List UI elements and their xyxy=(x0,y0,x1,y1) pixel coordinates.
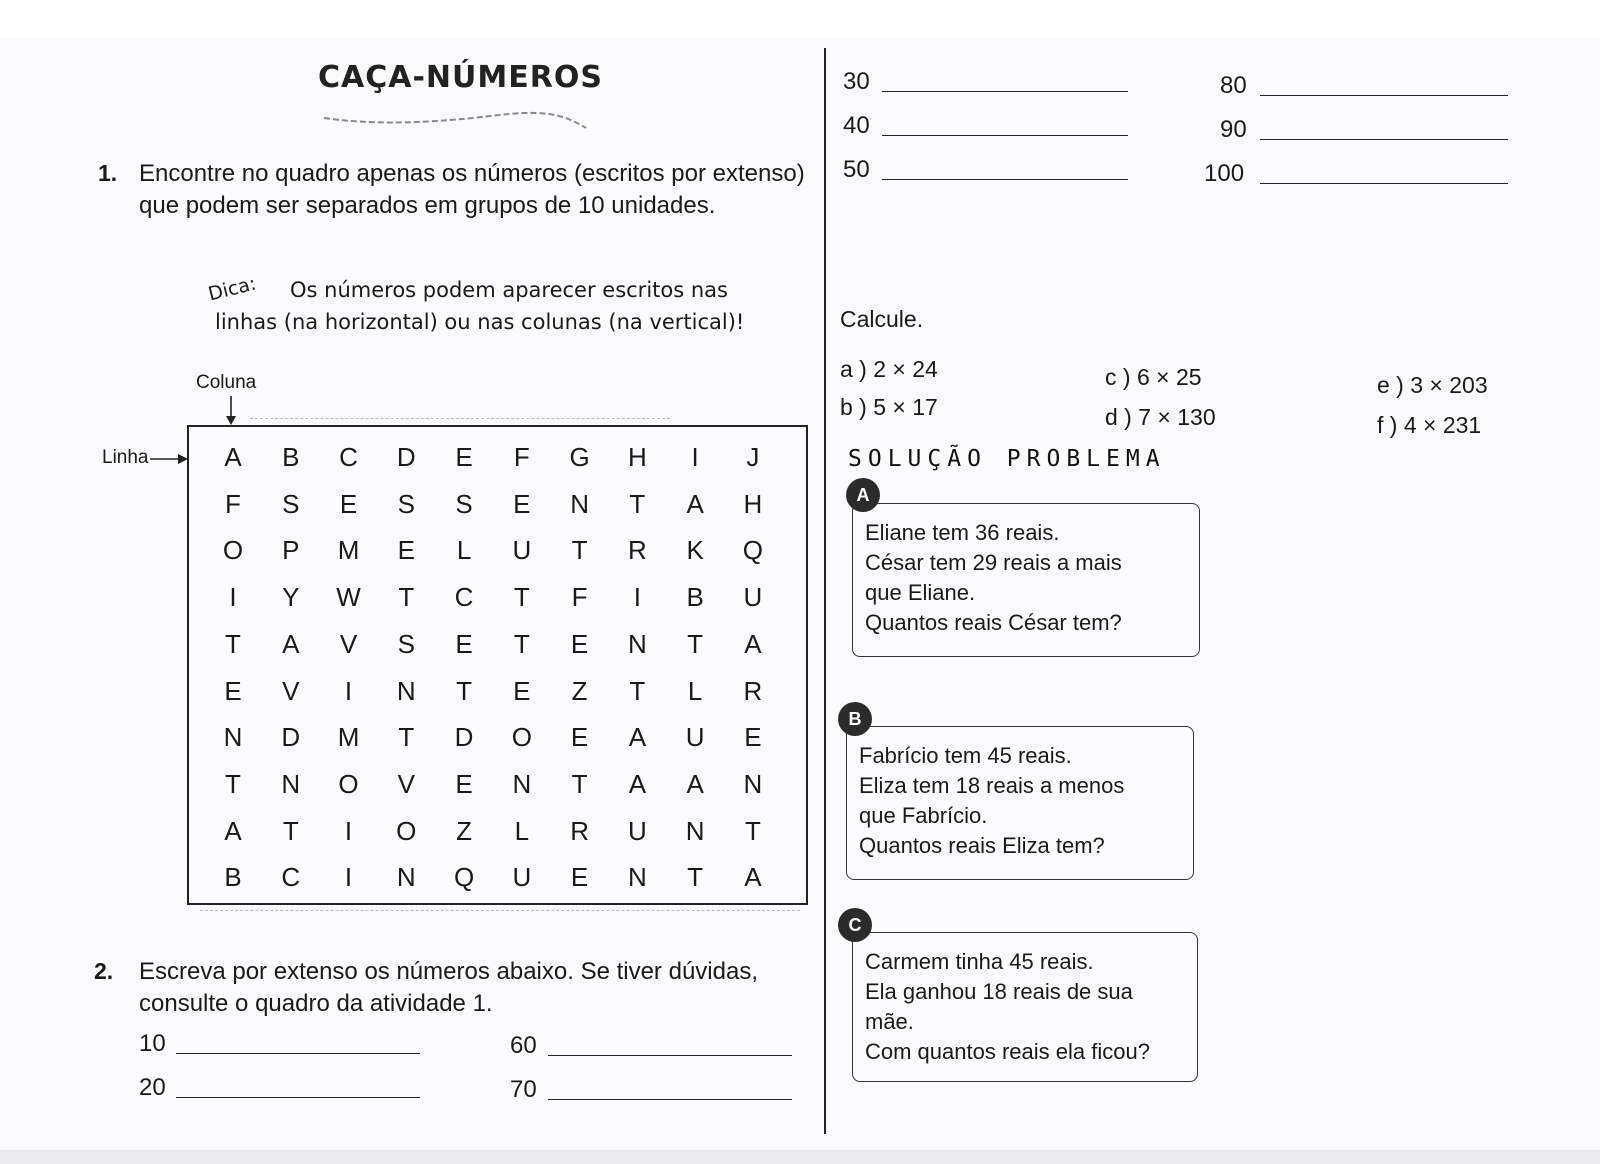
grid-cell: T xyxy=(744,815,761,846)
title-underline-decoration xyxy=(320,104,590,136)
grid-cell: P xyxy=(282,535,300,566)
grid-cell: Z xyxy=(456,815,472,846)
calculate-heading: Calcule. xyxy=(840,306,924,332)
grid-cell: W xyxy=(336,582,361,613)
problem-b-text xyxy=(859,741,1124,861)
number-item-70: 70 xyxy=(510,1076,537,1103)
page-title: CAÇA-NÚMEROS xyxy=(318,60,603,95)
grid-cell: A xyxy=(744,862,762,893)
grid-cell: N xyxy=(627,862,647,893)
grid-cell: F xyxy=(225,488,241,519)
question-2-text-line-2: consulte o quadro da atividade 1. xyxy=(139,990,493,1017)
grid-cell: N xyxy=(627,628,647,659)
answer-line-60[interactable] xyxy=(548,1054,792,1056)
grid-cell: T xyxy=(571,535,588,566)
grid-cell: I xyxy=(691,442,699,472)
number-item-10: 10 xyxy=(139,1030,166,1057)
grid-cell: T xyxy=(456,675,472,706)
grid-cell: O xyxy=(396,815,417,846)
grid-cell: D xyxy=(281,722,301,753)
problem-b-badge: B xyxy=(838,702,872,736)
grid-cell: U xyxy=(512,862,532,893)
grid-cell: A xyxy=(628,768,647,799)
grid-cell: E xyxy=(455,628,473,659)
grid-cell: S xyxy=(455,488,473,519)
grid-cell: F xyxy=(513,442,530,472)
grid-cell: E xyxy=(339,488,358,519)
problem-c-line: Com quantos reais ela ficou? xyxy=(865,1039,1150,1064)
problem-box-a xyxy=(852,503,1200,657)
number-item-20: 20 xyxy=(139,1074,166,1101)
problem-b-line: Eliza tem 18 reais a menos xyxy=(859,773,1125,798)
grid-cell: A xyxy=(282,628,300,659)
problem-b-line: Quantos reais Eliza tem? xyxy=(859,833,1105,858)
question-1-number: 1. xyxy=(98,160,118,186)
grid-cell: D xyxy=(396,442,416,472)
problem-a-line: Eliane tem 36 reais. xyxy=(865,520,1060,545)
handwritten-note: SOLUÇÃO PROBLEMA xyxy=(848,446,1166,472)
grid-cell: O xyxy=(338,768,359,799)
grid-cell: A xyxy=(224,815,242,846)
grid-cell: R xyxy=(743,675,763,706)
grid-cell: N xyxy=(570,488,589,519)
grid-cell: N xyxy=(512,768,532,799)
grid-row xyxy=(213,629,773,660)
problem-a-line: Quantos reais César tem? xyxy=(865,610,1122,635)
grid-cell: T xyxy=(687,628,704,659)
grid-cell: T xyxy=(225,628,241,659)
grid-row xyxy=(213,535,773,566)
problem-box-b xyxy=(846,726,1194,880)
answer-line-90[interactable] xyxy=(1260,138,1508,140)
calc-item-c: c ) 6 × 25 xyxy=(1105,364,1202,390)
calc-item-a: a ) 2 × 24 xyxy=(840,356,938,382)
grid-cell: T xyxy=(225,768,241,799)
grid-cell: L xyxy=(456,535,472,566)
grid-cell: U xyxy=(743,582,763,613)
grid-cell: E xyxy=(513,675,531,706)
grid-cell: S xyxy=(397,628,415,659)
number-item-50: 50 xyxy=(843,156,870,183)
grid-row xyxy=(213,769,773,800)
column-divider xyxy=(824,48,826,1134)
grid-cell: A xyxy=(744,628,762,659)
grid-cell: J xyxy=(746,442,760,472)
grid-cell: I xyxy=(344,815,353,846)
calc-item-b: b ) 5 × 17 xyxy=(840,394,938,420)
grid-cell: U xyxy=(685,722,705,753)
grid-cell: V xyxy=(397,768,415,799)
grid-cell: V xyxy=(282,675,300,706)
grid-cell: B xyxy=(224,862,242,893)
grid-cell: A xyxy=(628,722,647,753)
row-label: Linha xyxy=(102,447,149,468)
grid-cell: N xyxy=(396,862,416,893)
grid-cell: Y xyxy=(282,582,300,613)
number-item-40: 40 xyxy=(843,112,870,139)
problem-c-line: Carmem tinha 45 reais. xyxy=(865,949,1094,974)
grid-cell: Z xyxy=(571,675,588,706)
grid-cell: A xyxy=(686,488,704,519)
answer-line-10[interactable] xyxy=(176,1052,420,1054)
grid-cell: R xyxy=(570,815,589,846)
grid-cell: E xyxy=(570,628,589,659)
problem-box-c xyxy=(852,932,1198,1082)
grid-cell: Q xyxy=(742,535,763,566)
number-item-60: 60 xyxy=(510,1032,537,1059)
answer-line-80[interactable] xyxy=(1260,94,1508,96)
grid-cell: E xyxy=(455,768,473,799)
grid-cell: I xyxy=(344,675,353,706)
problem-a-line: que Eliane. xyxy=(865,580,976,605)
grid-cell: T xyxy=(398,722,415,753)
grid-row xyxy=(213,489,773,520)
grid-row xyxy=(213,582,773,613)
answer-line-20[interactable] xyxy=(176,1096,420,1098)
scan-top-margin xyxy=(0,0,1600,38)
problem-a-text xyxy=(865,518,1122,638)
grid-cell: R xyxy=(627,535,647,566)
grid-cell: E xyxy=(744,722,762,753)
grid-cell: T xyxy=(629,675,646,706)
grid-cell: G xyxy=(569,442,590,472)
calc-item-f: f ) 4 × 231 xyxy=(1377,412,1482,438)
row-arrow-icon xyxy=(150,452,190,466)
grid-cell: Q xyxy=(453,862,475,893)
question-2-text-line-1: Escreva por extenso os números abaixo. Se tiver dúvidas, xyxy=(139,958,758,985)
grid-row xyxy=(213,816,773,847)
number-item-100: 100 xyxy=(1204,160,1245,187)
grid-cell: N xyxy=(223,722,243,753)
hint-label: Dica: xyxy=(206,272,259,306)
grid-cell: T xyxy=(513,628,530,659)
answer-line-30[interactable] xyxy=(882,90,1128,92)
problem-a-badge: A xyxy=(846,478,880,512)
grid-cell: T xyxy=(571,768,588,799)
grid-cell: V xyxy=(339,628,358,659)
grid-cell: S xyxy=(282,488,300,519)
grid-cell: A xyxy=(686,768,704,799)
hint-line-2: linhas (na horizontal) ou nas colunas (na vertical)! xyxy=(215,310,745,334)
grid-cell: N xyxy=(685,815,705,846)
grid-row xyxy=(213,442,773,473)
grid-row xyxy=(213,676,773,707)
grid-cell: L xyxy=(687,675,703,706)
number-item-90: 90 xyxy=(1220,116,1247,143)
problem-c-line: mãe. xyxy=(865,1009,914,1034)
grid-cell: T xyxy=(629,488,646,519)
question-2-number: 2. xyxy=(94,958,114,984)
grid-cell: A xyxy=(224,442,242,472)
grid-cell: O xyxy=(511,722,532,753)
grid-cell: F xyxy=(571,582,588,613)
calc-item-e: e ) 3 × 203 xyxy=(1377,372,1488,398)
problem-a-line: César tem 29 reais a mais xyxy=(865,550,1122,575)
column-arrow-icon xyxy=(225,396,237,426)
grid-cell: N xyxy=(396,675,416,706)
scan-bottom-margin xyxy=(0,1150,1600,1164)
grid-cell: T xyxy=(513,582,530,613)
grid-cell: E xyxy=(570,862,589,893)
grid-cell: I xyxy=(344,862,353,893)
problem-b-line: Fabrício tem 45 reais. xyxy=(859,743,1072,768)
grid-cell: N xyxy=(281,768,301,799)
number-item-30: 30 xyxy=(843,68,870,95)
grid-cell: I xyxy=(229,582,237,613)
grid-cell: T xyxy=(398,582,415,613)
grid-cell: H xyxy=(743,488,763,519)
problem-c-badge: C xyxy=(838,908,872,942)
grid-cell: E xyxy=(397,535,415,566)
problem-c-text xyxy=(865,947,1150,1067)
scan-artifact xyxy=(250,418,670,419)
problem-b-line: que Fabrício. xyxy=(859,803,988,828)
grid-cell: U xyxy=(627,815,647,846)
grid-cell: C xyxy=(454,582,474,613)
grid-cell: E xyxy=(570,722,589,753)
question-1-text: Encontre no quadro apenas os números (escritos por extenso) que podem ser separados em grupos de 10 unidades. xyxy=(139,160,805,219)
grid-cell: N xyxy=(743,768,763,799)
column-label: Coluna xyxy=(196,372,257,393)
grid-cell: H xyxy=(627,442,647,472)
answer-line-40[interactable] xyxy=(882,134,1128,136)
grid-cell: E xyxy=(513,488,531,519)
hint-line-1: Os números podem aparecer escritos nas xyxy=(290,278,728,302)
problem-c-line: Ela ganhou 18 reais de sua xyxy=(865,979,1133,1004)
grid-cell: M xyxy=(337,722,360,753)
grid-cell: C xyxy=(339,442,358,472)
grid-cell: M xyxy=(337,535,360,566)
grid-cell: I xyxy=(633,582,641,613)
grid-cell: L xyxy=(514,815,530,846)
grid-cell: O xyxy=(222,535,244,566)
grid-cell: U xyxy=(512,535,532,566)
grid-cell: E xyxy=(455,442,473,472)
answer-line-50[interactable] xyxy=(882,178,1128,180)
answer-line-70[interactable] xyxy=(548,1098,792,1100)
grid-cell: B xyxy=(686,582,704,613)
number-item-80: 80 xyxy=(1220,72,1247,99)
calc-item-d: d ) 7 × 130 xyxy=(1105,404,1216,430)
grid-cell: B xyxy=(282,442,300,472)
scan-artifact xyxy=(200,910,800,911)
grid-row xyxy=(213,722,773,753)
grid-cell: D xyxy=(454,722,474,753)
grid-cell: C xyxy=(281,862,301,893)
grid-cell: E xyxy=(224,675,242,706)
grid-cell: T xyxy=(282,815,299,846)
answer-line-100[interactable] xyxy=(1260,182,1508,184)
grid-row xyxy=(213,862,773,893)
grid-cell: T xyxy=(687,862,704,893)
grid-cell: S xyxy=(397,488,415,519)
grid-cell: K xyxy=(686,535,704,566)
